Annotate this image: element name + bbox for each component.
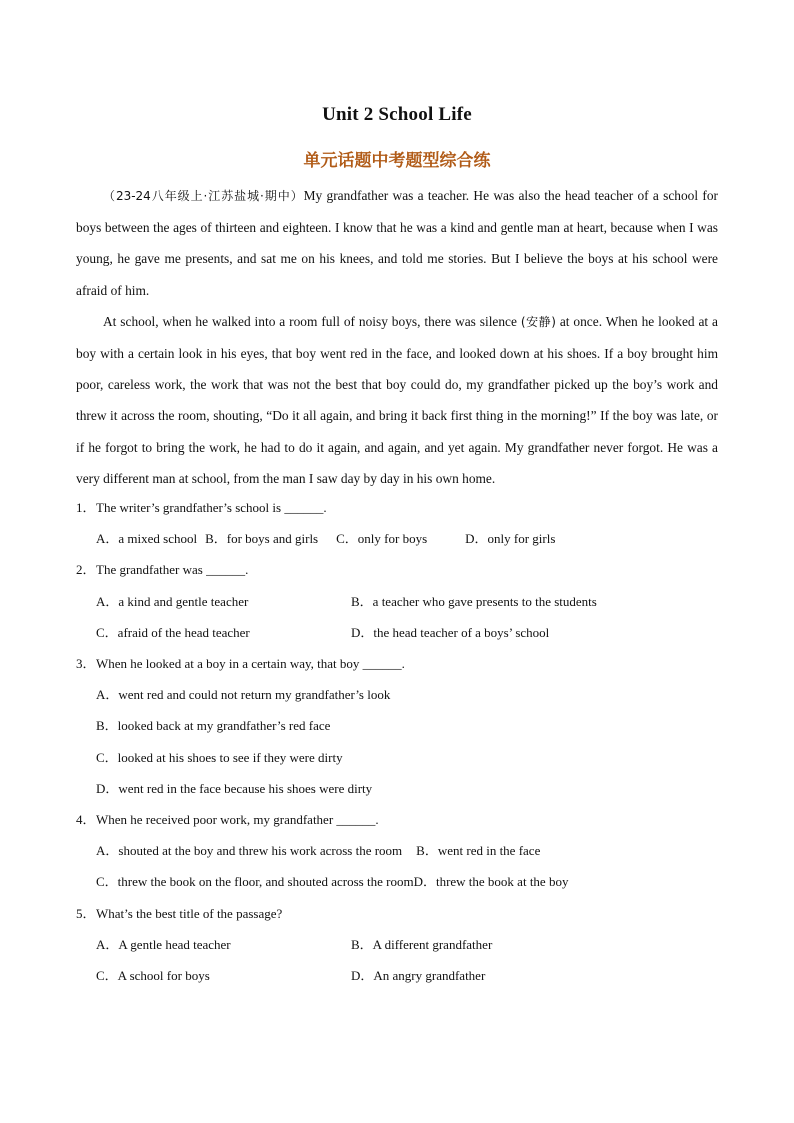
- option-a[interactable]: A．a mixed school: [96, 531, 198, 547]
- question-list: [76, 492, 718, 991]
- question-1-options: [76, 523, 718, 554]
- option-a[interactable]: A．went red and could not return my grandfather’s look: [96, 687, 391, 703]
- question-4-options: [76, 835, 718, 897]
- passage-source: （23-24八年级上·江苏盐城·期中）: [103, 189, 304, 203]
- question-stem: When he received poor work, my grandfather ______.: [96, 812, 379, 828]
- option-b[interactable]: B．went red in the face: [416, 843, 541, 859]
- passage-paragraph-2: [76, 306, 718, 494]
- option-b[interactable]: B．for boys and girls: [205, 531, 319, 547]
- passage-text-1: My grandfather was a teacher. He was also the head teacher of a school for boys between the ages of thirteen and eighteen. I know that he was a kind and gentle man at heart, because when I was young, he gave me presents, and sat me on his knees, and told me stories. But I believe the boys at his school were afraid of him.: [76, 188, 719, 298]
- question-5-options: [76, 929, 718, 991]
- question-stem: The writer’s grandfather’s school is ______.: [96, 500, 327, 515]
- option-d[interactable]: D．only for girls: [465, 531, 556, 547]
- question-2: [76, 554, 718, 585]
- question-stem: What’s the best title of the passage?: [96, 905, 283, 921]
- passage-paragraph-1: [76, 180, 718, 306]
- question-5: [76, 898, 718, 929]
- option-d[interactable]: D．went red in the face because his shoes were dirty: [96, 780, 373, 796]
- option-a[interactable]: A．a kind and gentle teacher: [96, 593, 249, 609]
- question-number: 4．: [76, 812, 96, 828]
- question-stem: When he looked at a boy in a certain way, that boy ______.: [96, 656, 405, 672]
- passage-text-2a: At school, when he walked into a room full of noisy boys, there was silence: [103, 313, 517, 329]
- reading-passage: [76, 180, 718, 494]
- question-stem: The grandfather was ______.: [96, 562, 249, 578]
- option-a[interactable]: A．A gentle head teacher: [96, 936, 231, 952]
- question-number: 5．: [76, 905, 96, 921]
- option-c[interactable]: C．A school for boys: [96, 968, 210, 984]
- question-number: 1．: [76, 500, 96, 515]
- question-number: 2．: [76, 562, 96, 578]
- question-number: 3．: [76, 656, 96, 672]
- option-c[interactable]: C．threw the book on the floor, and shouted across the room: [96, 874, 414, 890]
- option-d[interactable]: D．threw the book at the boy: [413, 874, 569, 890]
- option-d[interactable]: D．the head teacher of a boys’ school: [351, 624, 550, 640]
- page-title: Unit 2 School Life: [322, 104, 472, 125]
- question-2-options: [76, 586, 718, 648]
- option-a[interactable]: A．shouted at the boy and threw his work across the room: [96, 843, 403, 859]
- option-b[interactable]: B．a teacher who gave presents to the students: [351, 593, 597, 609]
- question-1: [76, 492, 718, 523]
- option-d[interactable]: D．An angry grandfather: [351, 968, 486, 984]
- option-c[interactable]: C．afraid of the head teacher: [96, 624, 250, 640]
- question-3: [76, 648, 718, 679]
- option-c[interactable]: C．looked at his shoes to see if they were dirty: [96, 749, 343, 765]
- passage-note: (安静): [520, 314, 556, 329]
- passage-text-2b: at once. When he looked at a boy with a certain look in his eyes, that boy went red in the face, and looked down at his shoes. If a boy brought him poor, careless work, the work that was not the best that boy could do, my grandfather picked up the boy’s work and threw it across the room, shouting, “Do it all again, and bring it back first thing in the morning!” If the boy was late, or if he forgot to bring the work, he had to do it again, and again, and yet again. My grandfather never forgot. He was a very different man at school, from the man I saw day by day in his own home.: [76, 313, 719, 486]
- page-subtitle: 单元话题中考题型综合练: [303, 151, 491, 171]
- question-4: [76, 804, 718, 835]
- option-c[interactable]: C．only for boys: [336, 531, 428, 547]
- question-3-options: [76, 679, 718, 804]
- option-b[interactable]: B．A different grandfather: [351, 936, 493, 952]
- option-b[interactable]: B．looked back at my grandfather’s red face: [96, 718, 331, 734]
